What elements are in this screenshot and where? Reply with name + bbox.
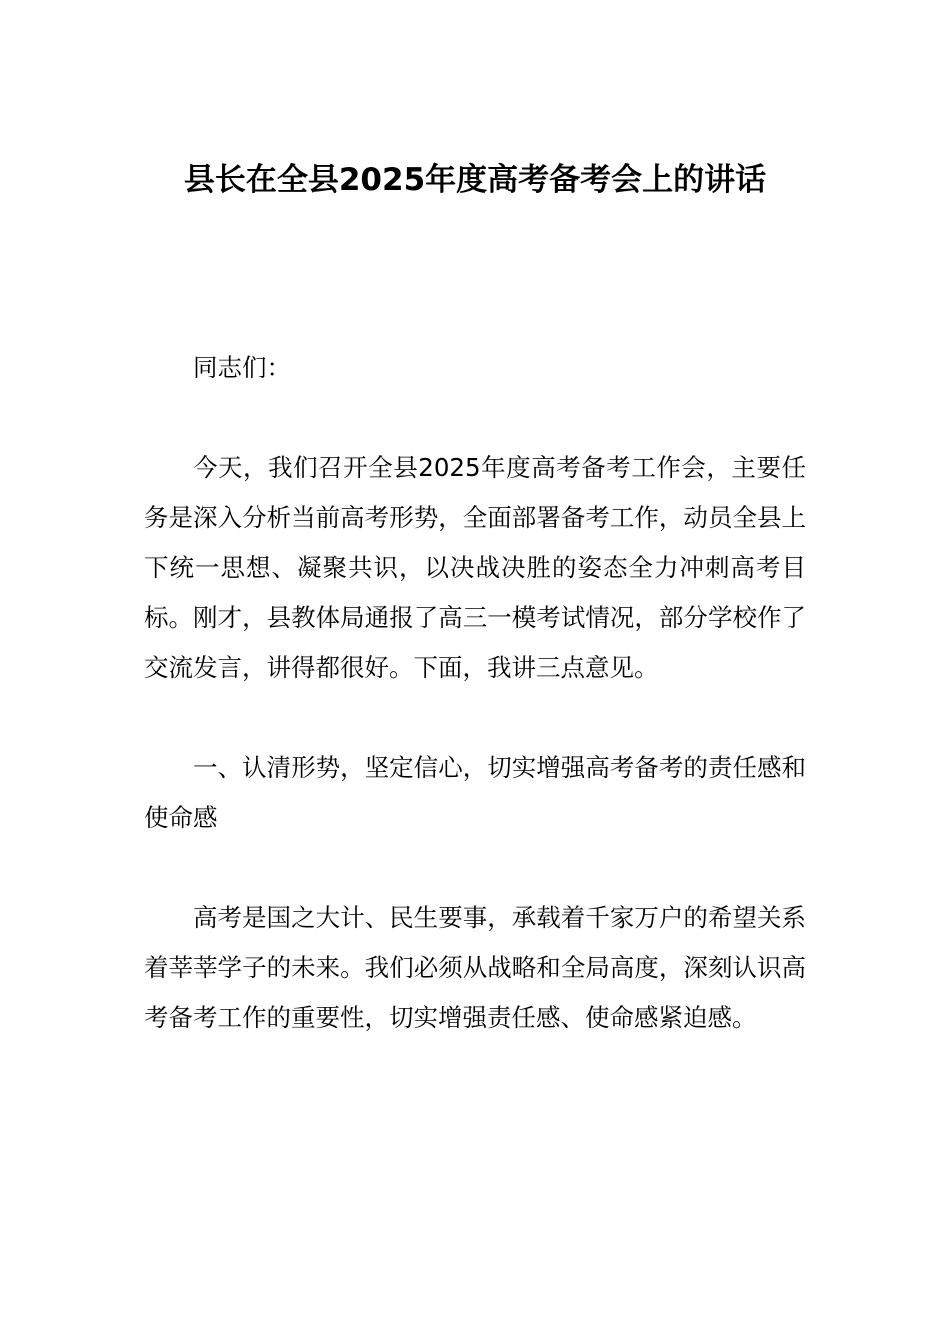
document-title: 县长在全县2025年度高考备考会上的讲话 xyxy=(183,162,767,198)
document-body xyxy=(144,343,806,1043)
section-heading-1: 一、认清形势，坚定信心，切实增强高考备考的责任感和使命感 xyxy=(144,753,806,832)
paragraph-gap xyxy=(144,693,806,743)
paragraph-gap xyxy=(144,843,806,893)
paragraph-gap xyxy=(144,393,806,443)
paragraph-intro: 今天，我们召开全县2025年度高考备考工作会，主要任务是深入分析当前高考形势，全面部署备考工作，动员全县上下统一思想、凝聚共识，以决战决胜的姿态全力冲刺高考目标。刚才，县教体局通报了高三一模考试情况，部分学校作了交流发言，讲得都很好。下面，我讲三点意见。 xyxy=(144,453,806,682)
paragraph-body: 高考是国之大计、民生要事，承载着千家万户的希望关系着莘莘学子的未来。我们必须从战略和全局高度，深刻认识高考备考工作的重要性，切实增强责任感、使命感紧迫感。 xyxy=(144,903,806,1032)
greeting: 同志们： xyxy=(193,353,291,382)
